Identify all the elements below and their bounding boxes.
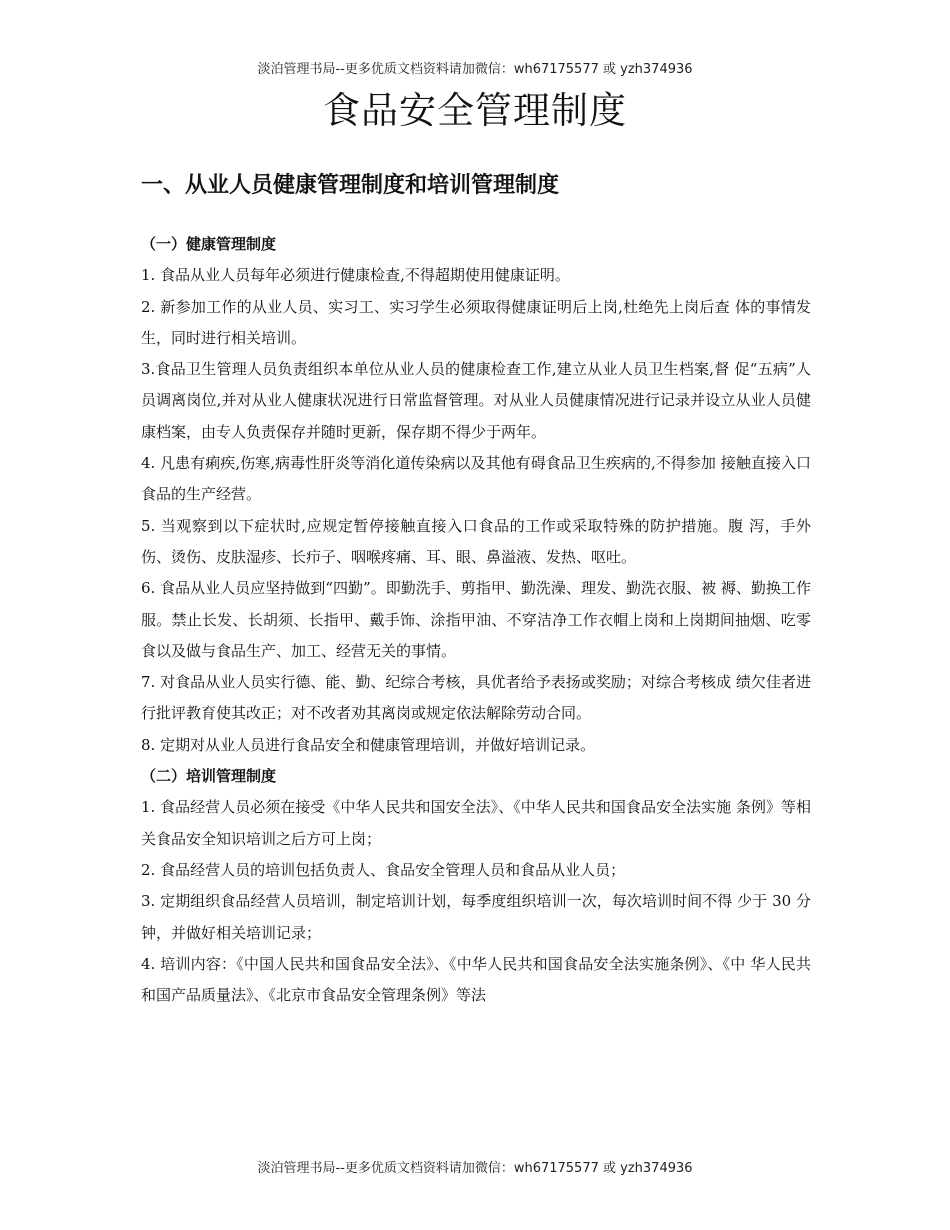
training-subheading: （二）培训管理制度 [141,767,277,786]
training-item-4: 4. 培训内容：《中国人民共和国食品安全法》、《中华人民共和国食品安全法实施条例》、《中 华人民共和国产品质量法》、《北京市食品安全管理条例》等法 [141,954,811,1005]
health-item-4: 4. 凡患有痢疾,伤寒,病毒性肝炎等消化道传染病以及其他有碍食品卫生疾病的,不得参加 接触直接入口食品的生产经营。 [141,454,811,504]
health-item-8: 8. 定期对从业人员进行食品安全和健康管理培训，并做好培训记录。 [141,735,596,754]
document-title: 食品安全管理制度 [323,89,627,132]
document-body [141,229,811,1011]
page-header: 淡泊管理书局--更多优质文档资料请加微信：wh67175577 或 yzh374936 [257,62,693,77]
health-item-6: 6. 食品从业人员应坚持做到“四勤”。即勤洗手、剪指甲、勤洗澡、理发、勤洗衣服、被 褥、勤换工作服。禁止长发、长胡须、长指甲、戴手饰、涂指甲油、不穿洁净工作衣帽上岗和上岗期间抽烟、吃零食以及做与食品生产、加工、经营无关的事情。 [141,579,811,660]
training-item-3: 3. 定期组织食品经营人员培训，制定培训计划，每季度组织培训一次，每次培训时间不得 少于 30 分钟，并做好相关培训记录； [141,892,811,942]
training-item-2: 2. 食品经营人员的培训包括负责人、食品安全管理人员和食品从业人员； [141,860,626,879]
training-item-1: 1. 食品经营人员必须在接受《中华人民共和国安全法》、《中华人民共和国食品安全法实施 条例》等相关食品安全知识培训之后方可上岗； [141,798,811,848]
health-item-1: 1. 食品从业人员每年必须进行健康检查,不得超期使用健康证明。 [141,266,570,285]
section-heading: 一、从业人员健康管理制度和培训管理制度 [141,173,560,198]
health-item-2: 2. 新参加工作的从业人员、实习工、实习学生必须取得健康证明后上岗,杜绝先上岗后查 体的事情发生，同时进行相关培训。 [141,297,811,347]
health-item-3: 3.食品卫生管理人员负责组织本单位从业人员的健康检查工作,建立从业人员卫生档案,督 促“五病”人员调离岗位,并对从业人健康状况进行日常监督管理。对从业人员健康情况进行记录并设立从业人员健康档案，由专人负责保存并随时更新，保存期不得少于两年。 [141,360,811,441]
page-footer: 淡泊管理书局--更多优质文档资料请加微信：wh67175577 或 yzh374936 [257,1161,693,1176]
health-subheading: （一）健康管理制度 [141,235,277,253]
health-item-5: 5. 当观察到以下症状时,应规定暂停接触直接入口食品的工作或采取特殊的防护措施。腹 泻，手外伤、烫伤、皮肤湿疹、长疖子、咽喉疼痛、耳、眼、鼻溢液、发热、呕吐。 [141,516,811,566]
health-item-7: 7. 对食品从业人员实行德、能、勤、纪综合考核，具优者给予表扬或奖励；对综合考核成 绩欠佳者进行批评教育使其改正；对不改者劝其离岗或规定依法解除劳动合同。 [141,673,811,723]
